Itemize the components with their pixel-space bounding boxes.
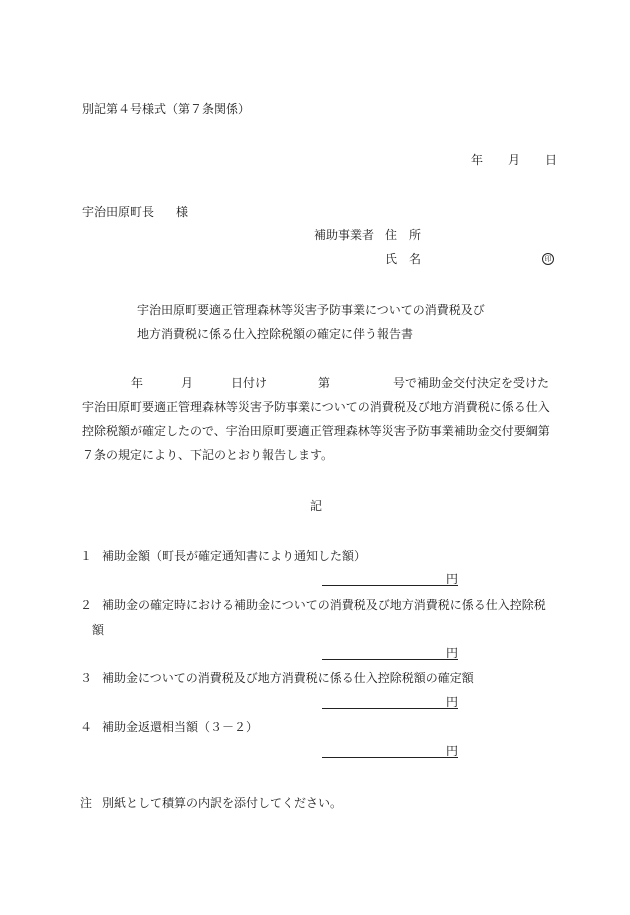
item-2-text-cont: 額	[92, 623, 105, 637]
item-4-text: 補助金返還相当額（３－２）	[102, 720, 259, 734]
item-3-number: ３	[80, 671, 93, 685]
body-line-3: 控除税額が確定したので、宇治田原町要適正管理森林等災害予防事業補助金交付要綱第	[82, 424, 550, 438]
item-2-text: 補助金の確定時における補助金についての消費税及び地方消費税に係る仕入控除税	[102, 598, 546, 612]
item-1-unit: 円	[446, 572, 459, 586]
applicant-name-label: 氏 名	[385, 252, 422, 266]
title-line-1: 宇治田原町要適正管理森林等災害予防事業についての消費税及び	[137, 303, 485, 317]
date-day: 日	[545, 153, 558, 167]
item-3-unit: 円	[446, 695, 459, 709]
body-line-1-rest: 号で補助金交付決定を受けた	[393, 376, 550, 390]
item-4-amount-line	[322, 757, 458, 758]
item-1-text: 補助金額（町長が確定通知書により通知した額）	[102, 549, 367, 563]
form-label: 別記第４号様式（第７条関係）	[82, 102, 251, 116]
item-4-unit: 円	[446, 744, 459, 758]
addressee-name: 宇治田原町長	[82, 205, 155, 219]
applicant-address-label: 住 所	[385, 228, 422, 242]
title-line-2: 地方消費税に係る仕入控除税額の確定に伴う報告書	[137, 327, 414, 341]
item-1-amount-line	[322, 585, 458, 586]
seal-mark: 印	[542, 253, 554, 265]
body-month: 月	[181, 376, 194, 390]
body-no: 第	[318, 376, 331, 390]
item-2-unit: 円	[446, 646, 459, 660]
note-text: 別紙として積算の内訳を添付してください。	[102, 796, 343, 810]
ki-heading: 記	[310, 499, 323, 513]
body-line-4: ７条の規定により、下記のとおり報告します。	[82, 448, 334, 462]
item-3-text: 補助金についての消費税及び地方消費税に係る仕入控除税額の確定額	[102, 671, 474, 685]
item-1-number: １	[80, 549, 93, 563]
applicant-role: 補助事業者	[314, 228, 375, 242]
body-line-2: 宇治田原町要適正管理森林等災害予防事業についての消費税及び地方消費税に係る仕入	[82, 400, 550, 414]
body-dated: 日付け	[231, 376, 268, 390]
item-3-amount-line	[322, 708, 458, 709]
date-year: 年	[471, 153, 484, 167]
item-2-amount-line	[322, 659, 458, 660]
item-4-number: ４	[80, 720, 93, 734]
item-2-number: ２	[80, 598, 93, 612]
body-year: 年	[131, 376, 144, 390]
date-month: 月	[508, 153, 521, 167]
addressee-honorific: 様	[176, 205, 189, 219]
note-label: 注	[80, 796, 93, 810]
